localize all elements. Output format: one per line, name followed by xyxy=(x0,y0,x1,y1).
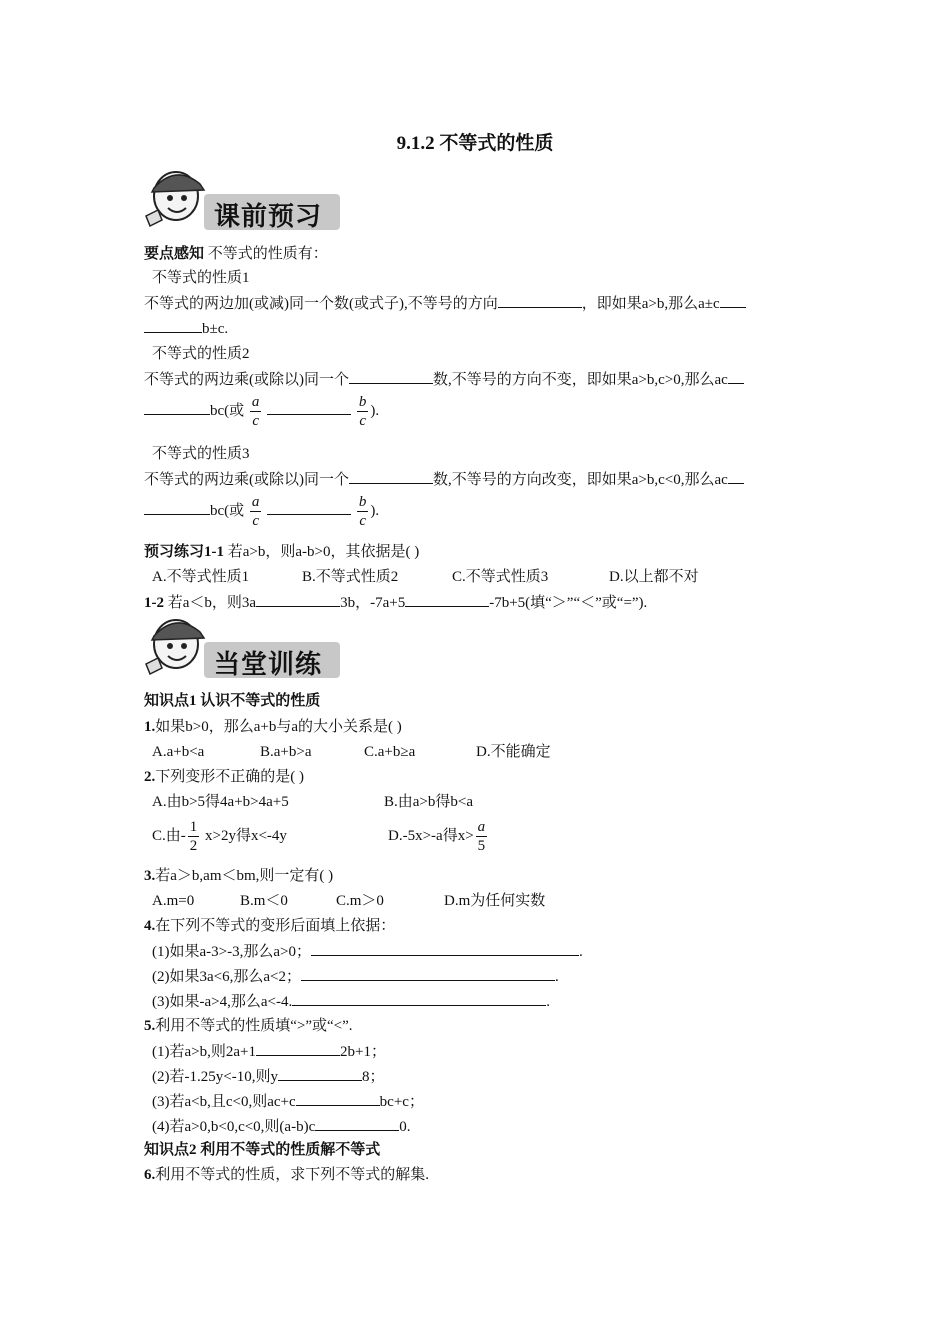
question-4-item-3: (3)如果-a>4,那么a<-4. . xyxy=(152,991,550,1012)
training-banner-text: 当堂训练 xyxy=(214,650,323,680)
answer-blank[interactable] xyxy=(144,318,202,333)
answer-blank[interactable] xyxy=(720,293,746,308)
question-3: 3.若a＞b,am＜bm,则一定有( ) xyxy=(144,868,334,884)
preview-exercise-1-options xyxy=(152,567,699,587)
question-5: 5.利用不等式的性质填“>”或“<”. xyxy=(144,1018,353,1034)
property1-title: 不等式的性质1 xyxy=(152,270,250,286)
question-6: 6.利用不等式的性质，求下列不等式的解集. xyxy=(144,1167,430,1183)
answer-blank[interactable] xyxy=(349,469,433,484)
option-a[interactable]: A.不等式性质1 xyxy=(152,569,250,585)
answer-blank[interactable] xyxy=(292,991,546,1006)
question-3-options xyxy=(152,891,545,911)
option-b[interactable]: B.不等式性质2 xyxy=(302,569,399,585)
document-page: 9.1.2 不等式的性质 课前预习 要点感知 不等式的性质有： 不等式的性质1 不等式的两边加(或减)同一个数(或式子),不等号的方向 ，即如果a>b,那么a±c b±c. 不等式的性质2 不等式的两边乘(或除以)同一个 数,不等号的方向不变，即如果a>b,c>0,那么ac bc(或 $\frac{a}{c}$ $\frac{b}{c}$ ). 不等式的性质3 不等式的两边乘(或除以)同一个 数,不等号的方向改变，即如果a>b,c<0,那么ac bc(或 $\frac{a}{c}$ $\frac{b}{c}$ ). 预习练习1-1 若a>b，则a-b>0，其依据是( ) A.不等式性质1 B.不等式性质2 C.不等式性质3 D.以上都不对 1-2 若a＜b，则3a 3b，-7a+5 -7b+5(填“＞”“＜”或“=”). 当堂训练 知识点1 认识不等式的性质 1.如果b>0，那么a+b与a的大小关系是( ) A.a+b<a B.a+b>a C.a+b≥a D.不能确定 2.下列变形不正确的是( ) A.由b>5得4a+b>4a+5 B.由a>b得b<a C.由- $\frac{1}{2}$ x>2y得x<-4y D.-5x>-a得x> $\frac{a}{5}$ 3.若a＞b,am＜bm,则一定有( ) A.m=0 B.m＜0 C.m＞0 D.m为任何实数 4.在下列不等式的变形后面填上依据： (1)如果a-3>-3,那么a>0； . (2)如果3a<6,那么a<2； . (3)如果-a>4,那么a<-4. . 5.利用不等式的性质填“>”或“<”. (1)若a>b,则2a+1 2b+1； (2)若-1.25y<-10,则y 8； (3)若a<b,且c<0,则ac+c bc+c； (4)若a>0,b<0,c<0,则(a-b)c 0. 知识点2 利用不等式的性质解不等式 6.利用不等式的性质，求下列不等式的解集. xyxy=(0,0,950,1344)
answer-blank[interactable] xyxy=(349,369,433,384)
question-4-item-1: (1)如果a-3>-3,那么a>0； . xyxy=(152,941,583,962)
question-5-item-3: (3)若a<b,且c<0,则ac+c bc+c； xyxy=(152,1091,424,1112)
page-title: 9.1.2 不等式的性质 xyxy=(396,133,554,154)
preview-exercise-2: 1-2 若a＜b，则3a 3b，-7a+5 -7b+5(填“＞”“＜”或“=”). xyxy=(144,592,647,613)
question-4-item-2: (2)如果3a<6,那么a<2； . xyxy=(152,966,559,987)
option-a[interactable]: A.a+b<a xyxy=(152,744,205,760)
option-d[interactable]: D.m为任何实数 xyxy=(444,893,546,909)
answer-blank[interactable] xyxy=(278,1066,362,1081)
question-2-options-cd xyxy=(152,818,489,855)
property3-line: 不等式的两边乘(或除以)同一个 数,不等号的方向改变，即如果a>b,c<0,那么ac xyxy=(144,469,744,490)
preview-banner-text: 课前预习 xyxy=(214,202,323,232)
question-5-item-4: (4)若a>0,b<0,c<0,则(a-b)c 0. xyxy=(152,1116,411,1137)
answer-blank[interactable] xyxy=(728,469,744,484)
answer-blank[interactable] xyxy=(296,1091,380,1106)
property1-line: 不等式的两边加(或减)同一个数(或式子),不等号的方向 ，即如果a>b,那么a±c xyxy=(144,293,746,314)
answer-blank[interactable] xyxy=(144,500,210,515)
answer-blank[interactable] xyxy=(144,400,210,415)
question-5-item-2: (2)若-1.25y<-10,则y 8； xyxy=(152,1066,384,1087)
option-a[interactable]: A.m=0 xyxy=(152,893,195,909)
answer-blank[interactable] xyxy=(315,1116,399,1131)
option-d[interactable]: D.-5x>-a得x> $\frac{a}{5}$ xyxy=(388,819,486,854)
key-points-label: 要点感知 xyxy=(144,246,205,262)
property2-title: 不等式的性质2 xyxy=(152,346,250,362)
option-a[interactable]: A.由b>5得4a+b>4a+5 xyxy=(152,794,289,810)
question-2: 2.下列变形不正确的是( ) xyxy=(144,769,304,785)
option-c[interactable]: C.m＞0 xyxy=(336,893,384,909)
fraction-b-over-c: $\frac{b}{c}$ xyxy=(358,494,367,529)
option-c[interactable]: C.由- $\frac{1}{2}$ x>2y得x<-4y xyxy=(152,819,287,854)
question-1-options xyxy=(152,742,551,762)
key-points-text: 不等式的性质有： xyxy=(204,246,328,262)
property3-title: 不等式的性质3 xyxy=(152,446,250,462)
question-5-item-1: (1)若a>b,则2a+1 2b+1； xyxy=(152,1041,386,1062)
question-2-options-ab xyxy=(152,792,473,812)
knowledge-point-1: 知识点1 认识不等式的性质 xyxy=(144,693,321,709)
preview-banner xyxy=(144,166,344,236)
answer-blank[interactable] xyxy=(267,500,351,515)
option-b[interactable]: B.由a>b得b<a xyxy=(384,794,473,810)
question-1: 1.如果b>0，那么a+b与a的大小关系是( ) xyxy=(144,719,402,735)
fraction-a-over-c: $\frac{a}{c}$ xyxy=(251,494,260,529)
option-c[interactable]: C.a+b≥a xyxy=(364,744,416,760)
fraction-b-over-c: $\frac{b}{c}$ xyxy=(358,394,367,429)
training-banner xyxy=(144,614,344,684)
option-c[interactable]: C.不等式性质3 xyxy=(452,569,549,585)
answer-blank[interactable] xyxy=(728,369,744,384)
answer-blank[interactable] xyxy=(267,400,351,415)
option-d[interactable]: D.不能确定 xyxy=(476,744,551,760)
knowledge-point-2: 知识点2 利用不等式的性质解不等式 xyxy=(144,1142,381,1158)
preview-exercise-1: 预习练习1-1 若a>b，则a-b>0，其依据是( ) xyxy=(144,544,420,560)
option-d[interactable]: D.以上都不对 xyxy=(609,569,699,585)
answer-blank[interactable] xyxy=(256,592,340,607)
property2-line: 不等式的两边乘(或除以)同一个 数,不等号的方向不变，即如果a>b,c>0,那么ac xyxy=(144,369,744,390)
answer-blank[interactable] xyxy=(301,966,555,981)
option-b[interactable]: B.a+b>a xyxy=(260,744,312,760)
answer-blank[interactable] xyxy=(256,1041,340,1056)
question-4: 4.在下列不等式的变形后面填上依据： xyxy=(144,918,396,934)
answer-blank[interactable] xyxy=(405,592,489,607)
fraction-a-over-c: $\frac{a}{c}$ xyxy=(251,394,260,429)
option-b[interactable]: B.m＜0 xyxy=(240,893,288,909)
answer-blank[interactable] xyxy=(311,941,579,956)
answer-blank[interactable] xyxy=(498,293,582,308)
